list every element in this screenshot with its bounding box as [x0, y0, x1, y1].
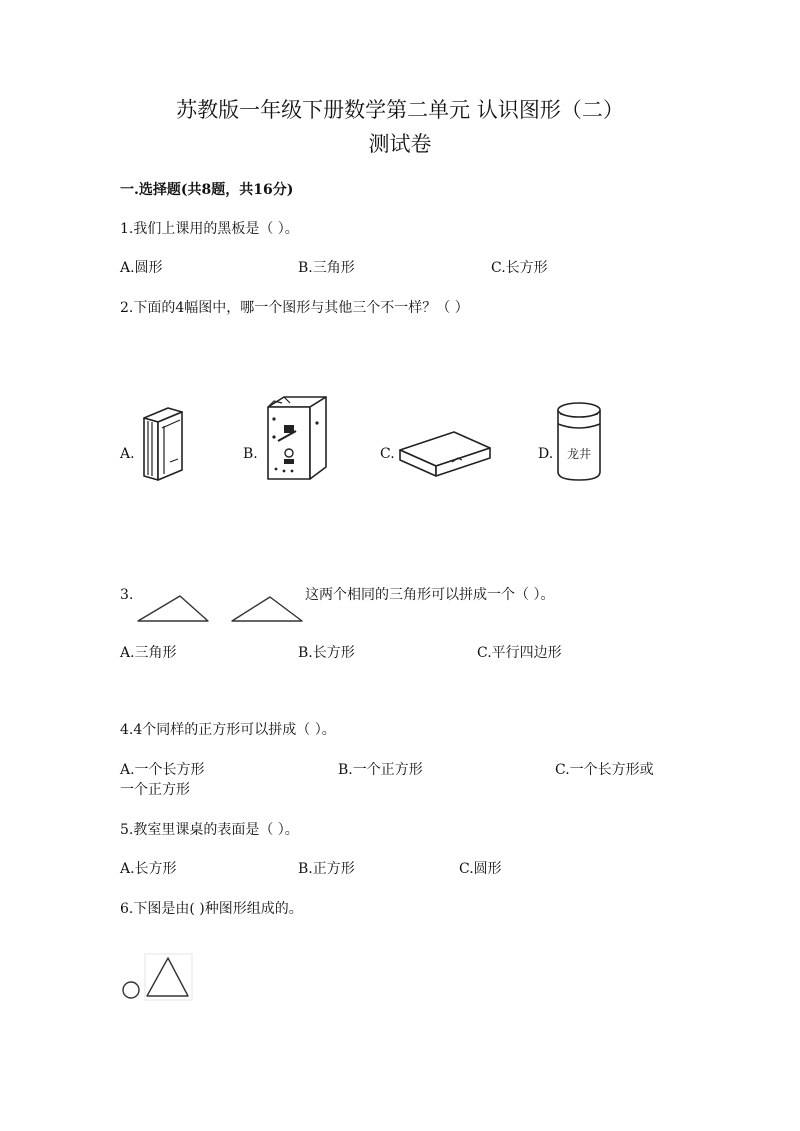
option-a[interactable]: A.长方形 — [120, 861, 177, 877]
triangle-1-shape — [136, 592, 212, 624]
question-stem: 4.4个同样的正方形可以拼成（ ）。 — [120, 722, 336, 738]
option-b[interactable]: B.长方形 — [298, 645, 355, 661]
triangle-shape — [147, 958, 188, 996]
option-d-label[interactable]: D. — [538, 446, 554, 462]
option-a[interactable]: A.圆形 — [120, 260, 163, 276]
circle-shape — [123, 982, 139, 998]
triangle-2-shape — [230, 594, 306, 624]
option-a-label[interactable]: A. — [120, 446, 135, 462]
section-heading: 一.选择题(共8题，共16分) — [120, 182, 294, 198]
question-number: 3. — [120, 587, 134, 603]
box-package-image — [264, 393, 330, 481]
title-line-1: 苏教版一年级下册数学第二单元 认识图形（二） — [176, 98, 624, 122]
question-stem: 6.下图是由( )种图形组成的。 — [120, 901, 303, 917]
option-b[interactable]: B.三角形 — [298, 260, 355, 276]
flat-box-image — [396, 428, 494, 480]
option-c[interactable]: C.平行四边形 — [477, 645, 562, 661]
question-stem: 5.教室里课桌的表面是（ ）。 — [120, 822, 299, 838]
option-b[interactable]: B.正方形 — [298, 861, 355, 877]
option-c-continued: 一个正方形 — [120, 782, 190, 798]
jar-label: 龙井 — [566, 447, 592, 461]
option-c[interactable]: C.圆形 — [459, 861, 502, 877]
question-stem: 2.下面的4幅图中，哪一个图形与其他三个不一样？（ ） — [120, 300, 469, 316]
book-image — [138, 404, 188, 484]
option-c-label[interactable]: C. — [380, 446, 395, 462]
option-a[interactable]: A.三角形 — [120, 645, 177, 661]
option-b[interactable]: B.一个正方形 — [338, 762, 423, 778]
figure-border — [145, 954, 192, 1000]
option-c[interactable]: C.长方形 — [491, 260, 548, 276]
option-c[interactable]: C.一个长方形或 — [555, 762, 654, 778]
circle-triangle-figure — [118, 952, 194, 1002]
option-a[interactable]: A.一个长方形 — [120, 762, 205, 778]
option-b-label[interactable]: B. — [243, 446, 258, 462]
question-stem: 1.我们上课用的黑板是（ ）。 — [120, 221, 299, 237]
title-line-2: 测试卷 — [368, 132, 432, 156]
tea-jar-image — [552, 398, 606, 482]
question-stem: 这两个相同的三角形可以拼成一个（ ）。 — [305, 587, 555, 603]
